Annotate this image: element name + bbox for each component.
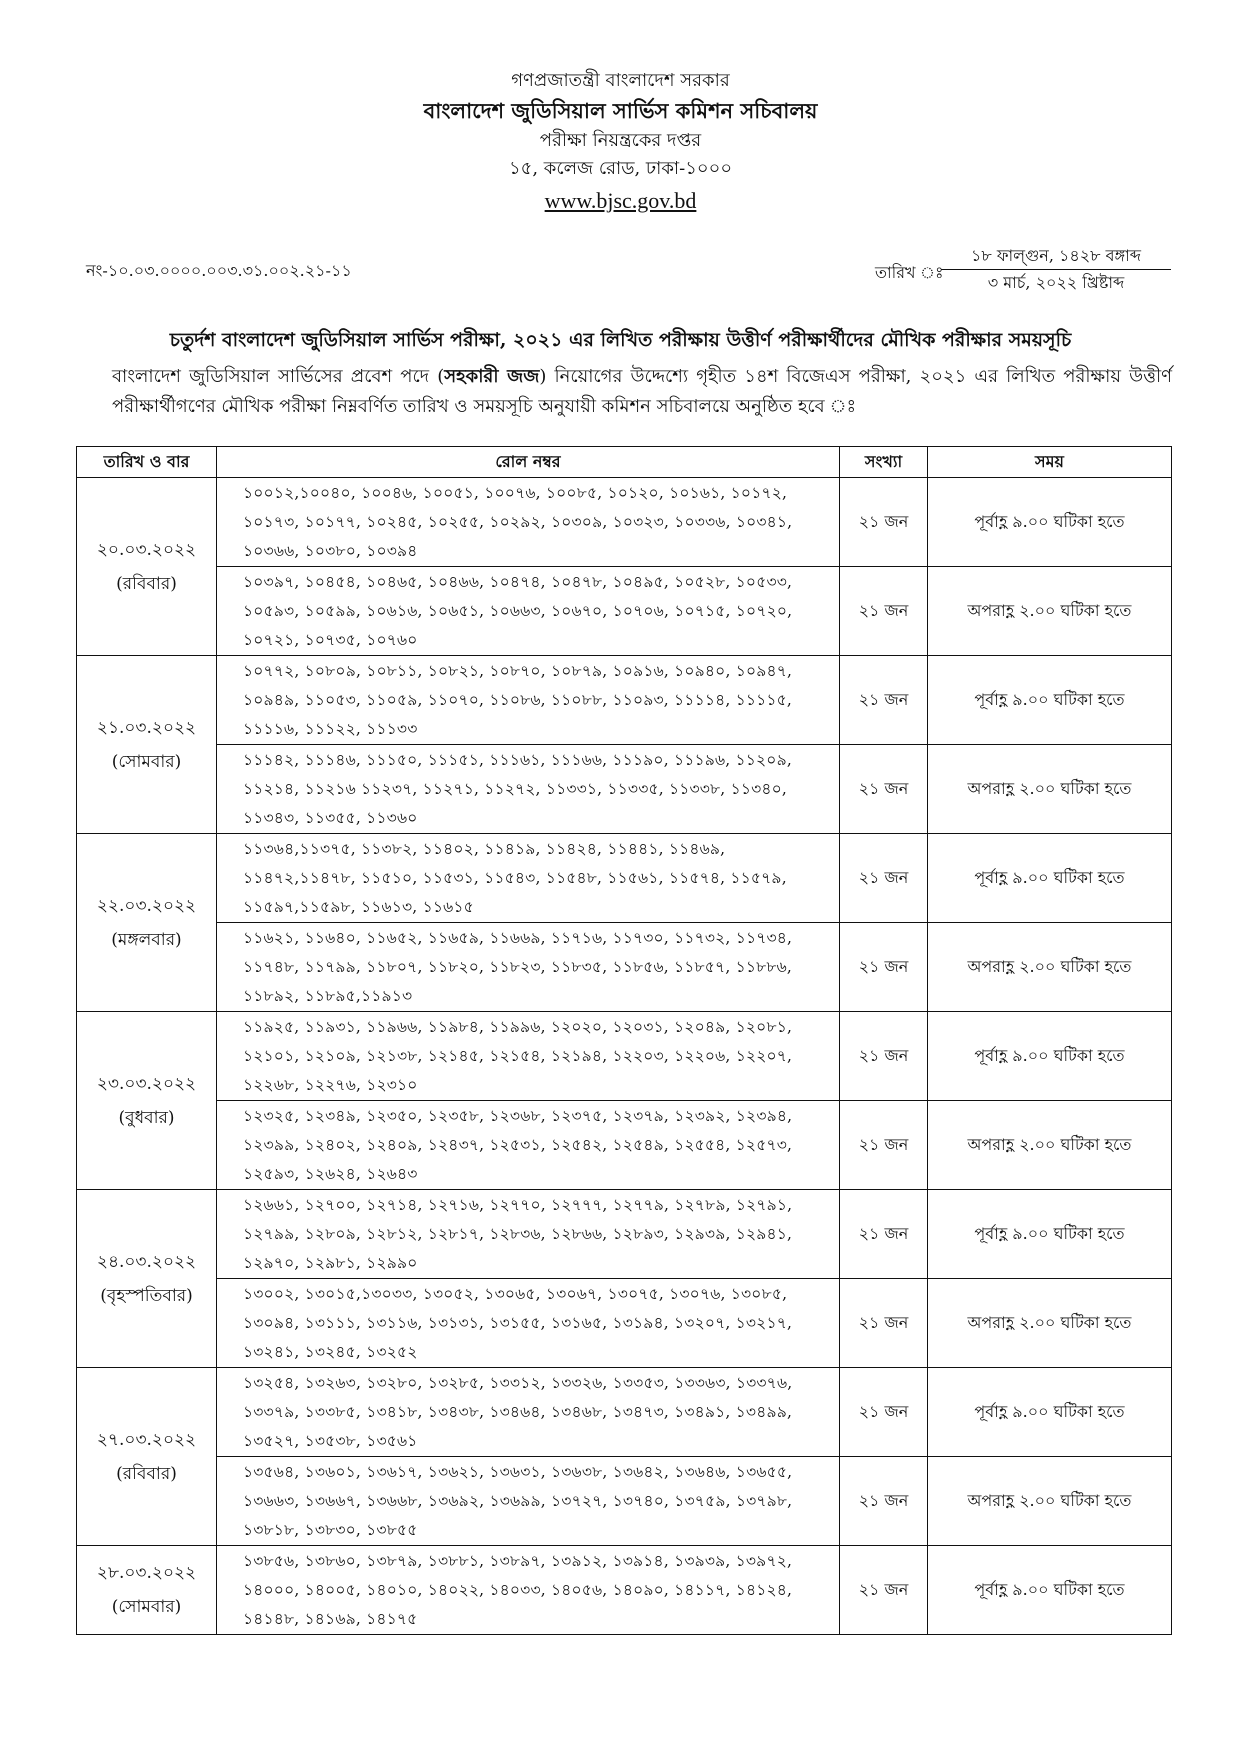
candidate-count-cell: ২১ জন xyxy=(840,1190,928,1279)
roll-numbers-cell: ১৩৫৬৪, ১৩৬০১, ১৩৬১৭, ১৩৬২১, ১৩৬৩১, ১৩৬৩৮, ১৩৬৪২, ১৩৬৪৬, ১৩৬৫৫, ১৩৬৬৩, ১৩৬৬৭, ১৩৬৬৮, ১৩৬৯২, ১৩৬৯৯, ১৩৭২৭, ১৩৭৪০, ১৩৭৫৯, ১৩৭৯৮, ১৩৮১৮, ১৩৮৩০, ১৩৮৫৫ xyxy=(217,1457,840,1546)
website-link[interactable]: www.bjsc.gov.bd xyxy=(544,188,697,213)
table-row xyxy=(77,1457,1172,1546)
intro-text-1: বাংলাদেশ জুডিসিয়াল সার্ভিসের প্রবেশ পদে ( xyxy=(112,366,445,387)
date-cell xyxy=(77,834,217,1012)
date-english: ৩ মার্চ, ২০২২ খ্রিষ্টাব্দ xyxy=(987,273,1125,292)
header-time: সময় xyxy=(928,447,1172,478)
office-name: বাংলাদেশ জুডিসিয়াল সার্ভিস কমিশন সচিবালয় xyxy=(423,98,818,123)
candidate-count-cell: ২১ জন xyxy=(840,1368,928,1457)
session-time-cell: অপরাহ্ণ ২.০০ ঘটিকা হতে xyxy=(928,745,1172,834)
table-row xyxy=(77,478,1172,567)
candidate-count-cell: ২১ জন xyxy=(840,834,928,923)
table-header-row xyxy=(77,447,1172,478)
table-row xyxy=(77,1546,1172,1635)
roll-numbers-cell: ১০০১২,১০০৪০, ১০০৪৬, ১০০৫১, ১০০৭৬, ১০০৮৫, ১০১২০, ১০১৬১, ১০১৭২, ১০১৭৩, ১০১৭৭, ১০২৪৫, ১০২৫৫, ১০২৯২, ১০৩০৯, ১০৩২৩, ১০৩৩৬, ১০৩৪১, ১০৩৬৬, ১০৩৮০, ১০৩৯৪ xyxy=(217,478,840,567)
header-roll: রোল নম্বর xyxy=(217,447,840,478)
roll-numbers-cell: ১২৩২৫, ১২৩৪৯, ১২৩৫০, ১২৩৫৮, ১২৩৬৮, ১২৩৭৫, ১২৩৭৯, ১২৩৯২, ১২৩৯৪, ১২৩৯৯, ১২৪০২, ১২৪০৯, ১২৪৩৭, ১২৫৩১, ১২৫৪২, ১২৫৪৯, ১২৫৫৪, ১২৫৭৩, ১২৫৯৩, ১২৬২৪, ১২৬৪৩ xyxy=(217,1101,840,1190)
interview-date: ২৩.০৩.২০২২ xyxy=(96,1073,197,1094)
session-time-cell: পূর্বাহ্ণ ৯.০০ ঘটিকা হতে xyxy=(928,1012,1172,1101)
table-row xyxy=(77,1368,1172,1457)
header-date: তারিখ ও বার xyxy=(77,447,217,478)
roll-numbers-cell: ১২৬৬১, ১২৭০০, ১২৭১৪, ১২৭১৬, ১২৭৭০, ১২৭৭৭, ১২৭৭৯, ১২৭৮৯, ১২৭৯১, ১২৭৯৯, ১২৮০৯, ১২৮১২, ১২৮১৭, ১২৮৩৬, ১২৮৬৬, ১২৮৯৩, ১২৯৩৯, ১২৯৪১, ১২৯৭০, ১২৯৮১, ১২৯৯০ xyxy=(217,1190,840,1279)
interview-date: ২৮.০৩.২০২২ xyxy=(96,1563,197,1583)
candidate-count-cell: ২১ জন xyxy=(840,1012,928,1101)
roll-numbers-cell: ১৩২৫৪, ১৩২৬৩, ১৩২৮০, ১৩২৮৫, ১৩৩১২, ১৩৩২৬, ১৩৩৫৩, ১৩৩৬৩, ১৩৩৭৬, ১৩৩৭৯, ১৩৩৮৫, ১৩৪১৮, ১৩৪৩৮, ১৩৪৬৪, ১৩৪৬৮, ১৩৪৭৩, ১৩৪৯১, ১৩৪৯৯, ১৩৫২৭, ১৩৫৩৮, ১৩৫৬১ xyxy=(217,1368,840,1457)
table-row xyxy=(77,834,1172,923)
candidate-count-cell: ২১ জন xyxy=(840,567,928,656)
session-time-cell: অপরাহ্ণ ২.০০ ঘটিকা হতে xyxy=(928,567,1172,656)
memo-date-block xyxy=(875,243,1175,299)
roll-numbers-cell: ১১১৪২, ১১১৪৬, ১১১৫০, ১১১৫১, ১১১৬১, ১১১৬৬, ১১১৯০, ১১১৯৬, ১১২০৯, ১১২১৪, ১১২১৬ ১১২৩৭, ১১২৭১, ১১২৭২, ১১৩৩১, ১১৩৩৫, ১১৩৩৮, ১১৩৪০, ১১৩৪৩, ১১৩৫৫, ১১৩৬০ xyxy=(217,745,840,834)
interview-date: ২৪.০৩.২০২২ xyxy=(96,1251,197,1272)
memo-number: নং-১০.০৩.০০০০.০০৩.৩১.০০২.২১-১১ xyxy=(86,261,352,280)
interview-date: ২৭.০৩.২০২২ xyxy=(96,1429,197,1450)
interview-weekday: (বুধবার) xyxy=(118,1107,175,1128)
session-time-cell: পূর্বাহ্ণ ৯.০০ ঘটিকা হতে xyxy=(928,478,1172,567)
roll-numbers-cell: ১৩০০২, ১৩০১৫,১৩০৩৩, ১৩০৫২, ১৩০৬৫, ১৩০৬৭, ১৩০৭৫, ১৩০৭৬, ১৩০৮৫, ১৩০৯৪, ১৩১১১, ১৩১১৬, ১৩১৩১, ১৩১৫৫, ১৩১৬৫, ১৩১৯৪, ১৩২০৭, ১৩২১৭, ১৩২৪১, ১৩২৪৫, ১৩২৫২ xyxy=(217,1279,840,1368)
interview-date: ২০.০৩.২০২২ xyxy=(96,539,197,560)
session-time-cell: পূর্বাহ্ণ ৯.০০ ঘটিকা হতে xyxy=(928,1546,1172,1635)
session-time-cell: অপরাহ্ণ ২.০০ ঘটিকা হতে xyxy=(928,1101,1172,1190)
candidate-count-cell: ২১ জন xyxy=(840,656,928,745)
candidate-count-cell: ২১ জন xyxy=(840,1457,928,1546)
date-values xyxy=(941,243,1171,296)
date-cell xyxy=(77,656,217,834)
interview-date: ২১.০৩.২০২২ xyxy=(96,717,197,738)
roll-numbers-cell: ১৩৮৫৬, ১৩৮৬০, ১৩৮৭৯, ১৩৮৮১, ১৩৮৯৭, ১৩৯১২, ১৩৯১৪, ১৩৯৩৯, ১৩৯৭২, ১৪০০০, ১৪০০৫, ১৪০১০, ১৪০২২, ১৪০৩৩, ১৪০৫৬, ১৪০৯০, ১৪১১৭, ১৪১২৪, ১৪১৪৮, ১৪১৬৯, ১৪১৭৫ xyxy=(217,1546,840,1635)
table-row xyxy=(77,656,1172,745)
date-label: তারিখ ঃ xyxy=(875,263,944,282)
session-time-cell: পূর্বাহ্ণ ৯.০০ ঘটিকা হতে xyxy=(928,1368,1172,1457)
table-row xyxy=(77,1012,1172,1101)
roll-numbers-cell: ১১৯২৫, ১১৯৩১, ১১৯৬৬, ১১৯৮৪, ১১৯৯৬, ১২০২০, ১২০৩১, ১২০৪৯, ১২০৮১, ১২১০১, ১২১০৯, ১২১৩৮, ১২১৪৫, ১২১৫৪, ১২১৯৪, ১২২০৩, ১২২০৬, ১২২০৭, ১২২৬৮, ১২২৭৬, ১২৩১০ xyxy=(217,1012,840,1101)
candidate-count-cell: ২১ জন xyxy=(840,478,928,567)
office-address: ১৫, কলেজ রোড, ঢাকা-১০০০ xyxy=(508,158,733,179)
session-time-cell: পূর্বাহ্ণ ৯.০০ ঘটিকা হতে xyxy=(928,656,1172,745)
table-row xyxy=(77,1190,1172,1279)
candidate-count-cell: ২১ জন xyxy=(840,1546,928,1635)
header-count: সংখ্যা xyxy=(840,447,928,478)
candidate-count-cell: ২১ জন xyxy=(840,745,928,834)
interview-weekday: (মঙ্গলবার) xyxy=(111,929,182,950)
date-bangla: ১৮ ফাল্গুন, ১৪২৮ বঙ্গাব্দ xyxy=(941,243,1171,270)
session-time-cell: অপরাহ্ণ ২.০০ ঘটিকা হতে xyxy=(928,1457,1172,1546)
table-row xyxy=(77,567,1172,656)
session-time-cell: পূর্বাহ্ণ ৯.০০ ঘটিকা হতে xyxy=(928,1190,1172,1279)
table-row xyxy=(77,1101,1172,1190)
session-time-cell: অপরাহ্ণ ২.০০ ঘটিকা হতে xyxy=(928,1279,1172,1368)
government-name: গণপ্রজাতন্ত্রী বাংলাদেশ সরকার xyxy=(511,70,730,91)
candidate-count-cell: ২১ জন xyxy=(840,1279,928,1368)
date-cell xyxy=(77,1012,217,1190)
roll-numbers-cell: ১১৩৬৪,১১৩৭৫, ১১৩৮২, ১১৪০২, ১১৪১৯, ১১৪২৪, ১১৪৪১, ১১৪৬৯, ১১৪৭২,১১৪৭৮, ১১৫১০, ১১৫৩১, ১১৫৪৩, ১১৫৪৮, ১১৫৬১, ১১৫৭৪, ১১৫৭৯, ১১৫৯৭,১১৫৯৮, ১১৬১৩, ১১৬১৫ xyxy=(217,834,840,923)
session-time-cell: অপরাহ্ণ ২.০০ ঘটিকা হতে xyxy=(928,923,1172,1012)
session-time-cell: পূর্বাহ্ণ ৯.০০ ঘটিকা হতে xyxy=(928,834,1172,923)
roll-numbers-cell: ১১৬২১, ১১৬৪০, ১১৬৫২, ১১৬৫৯, ১১৬৬৯, ১১৭১৬, ১১৭৩০, ১১৭৩২, ১১৭৩৪, ১১৭৪৮, ১১৭৯৯, ১১৮০৭, ১১৮২০, ১১৮২৩, ১১৮৩৫, ১১৮৫৬, ১১৮৫৭, ১১৮৮৬, ১১৮৯২, ১১৮৯৫,১১৯১৩ xyxy=(217,923,840,1012)
interview-weekday: (সোমবার) xyxy=(111,751,182,772)
date-cell xyxy=(77,1368,217,1546)
interview-date: ২২.০৩.২০২২ xyxy=(96,895,197,916)
letterhead xyxy=(0,72,1241,212)
intro-post-name: সহকারী জজ xyxy=(444,366,540,387)
date-cell xyxy=(77,1190,217,1368)
roll-numbers-cell: ১০৭৭২, ১০৮০৯, ১০৮১১, ১০৮২১, ১০৮৭০, ১০৮৭৯, ১০৯১৬, ১০৯৪০, ১০৯৪৭, ১০৯৪৯, ১১০৫৩, ১১০৫৯, ১১০৭০, ১১০৮৬, ১১০৮৮, ১১০৯৩, ১১১১৪, ১১১১৫, ১১১১৬, ১১১২২, ১১১৩৩ xyxy=(217,656,840,745)
interview-weekday: (সোমবার) xyxy=(111,1597,182,1617)
schedule-body xyxy=(77,478,1172,1635)
interview-weekday: (বৃহস্পতিবার) xyxy=(100,1285,193,1306)
candidate-count-cell: ২১ জন xyxy=(840,1101,928,1190)
date-cell xyxy=(77,478,217,656)
table-row xyxy=(77,923,1172,1012)
schedule-table xyxy=(76,446,1172,1635)
date-cell xyxy=(77,1546,217,1635)
table-row xyxy=(77,1279,1172,1368)
intro-paragraph xyxy=(112,362,1172,422)
department-name: পরীক্ষা নিয়ন্ত্রকের দপ্তর xyxy=(539,130,702,151)
subject-heading: চতুর্দশ বাংলাদেশ জুডিসিয়াল সার্ভিস পরীক্ষা, ২০২১ এর লিখিত পরীক্ষায় উত্তীর্ণ পরীক্ষার্থীদের মৌখিক পরীক্ষার সময়সূচি xyxy=(169,329,1072,351)
interview-weekday: (রবিবার) xyxy=(116,1463,177,1484)
roll-numbers-cell: ১০৩৯৭, ১০৪৫৪, ১০৪৬৫, ১০৪৬৬, ১০৪৭৪, ১০৪৭৮, ১০৪৯৫, ১০৫২৮, ১০৫৩৩, ১০৫৯৩, ১০৫৯৯, ১০৬১৬, ১০৬৫১, ১০৬৬৩, ১০৬৭০, ১০৭০৬, ১০৭১৫, ১০৭২০, ১০৭২১, ১০৭৩৫, ১০৭৬০ xyxy=(217,567,840,656)
interview-weekday: (রবিবার) xyxy=(116,573,177,594)
intro-text-2: ) নিয়োগের উদ্দেশ্যে গৃহীত ১৪শ বিজেএস পরীক্ষা, ২০২১ এর লিখিত পরীক্ষায় উত্তীর্ণ পরীক্ষার্থীগণের মৌখিক পরীক্ষা নিম্নবর্ণিত তারিখ ও সময়সূচি অনুযায়ী কমিশন সচিবালয়ে অনুষ্ঠিত হবে ঃ xyxy=(112,366,1172,417)
table-row xyxy=(77,745,1172,834)
candidate-count-cell: ২১ জন xyxy=(840,923,928,1012)
